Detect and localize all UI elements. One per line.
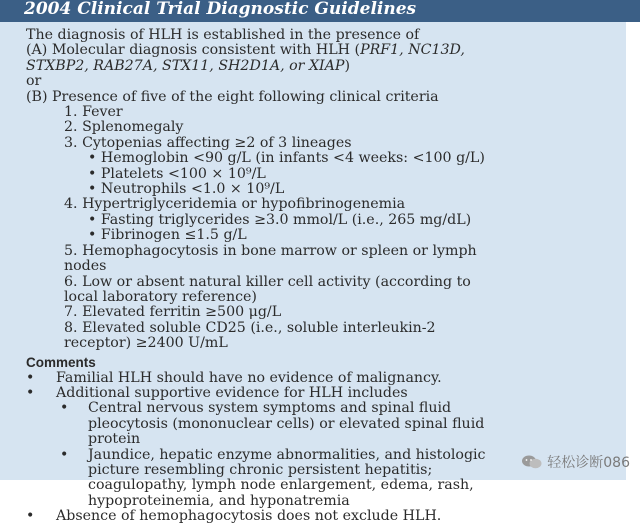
criterion-text: Elevated soluble CD25 (i.e., soluble interleukin-2 <box>82 319 436 336</box>
cytopenia-sub-1 <box>26 151 614 166</box>
bullet-icon: • <box>60 400 69 417</box>
criterion-8 <box>26 321 614 336</box>
criterion-text: Fever <box>82 104 123 121</box>
lipid-sub-1 <box>26 213 614 228</box>
criterion-text: Splenomegaly <box>82 119 184 136</box>
comment-text: Familial HLH should have no evidence of malignancy. <box>56 369 442 386</box>
option-b <box>26 90 614 105</box>
comment-sub-2-cont <box>26 494 614 509</box>
guidelines-panel <box>0 22 626 525</box>
comment-sub-text: picture resembling chronic persistent hepatitis; <box>88 461 433 478</box>
criterion-number: 2. <box>64 119 78 136</box>
criterion-number: 5. <box>64 242 78 259</box>
comment-sub-text: pleocytosis (mononuclear cells) or elevated spinal fluid <box>88 415 485 432</box>
bullet-icon: • <box>26 384 35 401</box>
bullet-icon: • <box>60 446 69 463</box>
comment-1 <box>26 371 614 386</box>
comment-sub-text: coagulopathy, lymph node enlargement, edema, rash, <box>88 477 474 494</box>
bullet-icon: • <box>26 369 35 386</box>
bullet-icon: • <box>88 165 97 182</box>
comment-sub-text: hypoproteinemia, and hyponatremia <box>88 492 350 509</box>
intro-line: The diagnosis of HLH is established in the presence of <box>26 27 420 43</box>
watermark-text: 轻松诊断086 <box>547 455 630 471</box>
comment-sub-1 <box>26 401 614 416</box>
criterion-8-cont <box>26 336 614 351</box>
cytopenia-sub-3 <box>26 182 614 197</box>
criterion-2 <box>26 120 614 135</box>
sub-criterion-text: Neutrophils <1.0 × 10⁹/L <box>100 181 285 198</box>
criterion-6-cont <box>26 290 614 305</box>
lipid-sub-2 <box>26 228 614 243</box>
criterion-text: Cytopenias affecting ≥2 of 3 lineages <box>82 134 352 151</box>
criterion-text-cont: receptor) ≥2400 U/mL <box>64 335 228 352</box>
criterion-5-cont <box>26 259 614 274</box>
option-a <box>26 43 614 58</box>
comment-sub-2-cont <box>26 478 614 493</box>
criterion-number: 8. <box>64 319 78 336</box>
comment-sub-text: Central nervous system symptoms and spinal fluid <box>88 400 452 417</box>
criterion-text: Elevated ferritin ≥500 μg/L <box>82 304 282 321</box>
option-a-suffix: ) <box>344 57 350 74</box>
option-a-text: Molecular diagnosis consistent with HLH ( <box>51 42 361 59</box>
sub-criterion-text: Fibrinogen ≤1.5 g/L <box>100 227 247 244</box>
criterion-text-cont: nodes <box>64 258 107 275</box>
comment-text: Absence of hemophagocytosis does not exclude HLH. <box>56 508 442 525</box>
wechat-icon <box>521 454 543 470</box>
criterion-number: 6. <box>64 273 78 290</box>
watermark <box>521 452 630 472</box>
bullet-icon: • <box>88 181 97 198</box>
comment-sub-text: protein <box>88 431 141 448</box>
sub-criterion-text: Fasting triglycerides ≥3.0 mmol/L (i.e., 265 mg/dL) <box>100 211 472 228</box>
criterion-number: 3. <box>64 134 78 151</box>
or-word: or <box>26 73 42 90</box>
comment-sub-text: Jaundice, hepatic enzyme abnormalities, and histologic <box>88 446 486 463</box>
comment-3 <box>26 509 614 524</box>
option-a-genes-2: STXBP2, RAB27A, STX11, SH2D1A, or XIAP <box>26 57 345 74</box>
criterion-number: 4. <box>64 196 78 213</box>
criterion-text: Hemophagocytosis in bone marrow or spleen or lymph <box>82 242 477 259</box>
comment-sub-1-cont <box>26 417 614 432</box>
criterion-1 <box>26 105 614 120</box>
bullet-icon: • <box>88 150 97 167</box>
bullet-icon: • <box>26 508 35 525</box>
option-a-genes-1: PRF1, NC13D, <box>360 42 465 59</box>
cytopenia-sub-2 <box>26 167 614 182</box>
criterion-number: 1. <box>64 104 78 121</box>
criterion-7 <box>26 305 614 320</box>
title-bar <box>0 0 640 22</box>
criterion-4 <box>26 197 614 212</box>
comment-text: Additional supportive evidence for HLH includes <box>56 384 408 401</box>
criterion-text: Low or absent natural killer cell activity (according to <box>82 273 471 290</box>
comments-heading: Comments <box>26 354 96 370</box>
option-a-cont <box>26 59 614 74</box>
option-b-text: Presence of five of the eight following clinical criteria <box>52 88 439 105</box>
sub-criterion-text: Hemoglobin <90 g/L (in infants <4 weeks: <100 g/L) <box>100 150 485 167</box>
criterion-text: Hypertriglyceridemia or hypofibrinogenemia <box>82 196 406 213</box>
guidelines-content <box>26 28 614 525</box>
criterion-5 <box>26 244 614 259</box>
option-a-marker: (A) <box>26 42 48 59</box>
sub-criterion-text: Platelets <100 × 10⁹/L <box>100 165 266 182</box>
criterion-6 <box>26 275 614 290</box>
page-title: 2004 Clinical Trial Diagnostic Guidelines <box>24 0 417 19</box>
bullet-icon: • <box>88 227 97 244</box>
criterion-3 <box>26 136 614 151</box>
option-b-marker: (B) <box>26 88 48 105</box>
criterion-text-cont: local laboratory reference) <box>64 288 257 305</box>
comment-2 <box>26 386 614 401</box>
comment-sub-1-cont <box>26 432 614 447</box>
bullet-icon: • <box>88 211 97 228</box>
criterion-number: 7. <box>64 304 78 321</box>
